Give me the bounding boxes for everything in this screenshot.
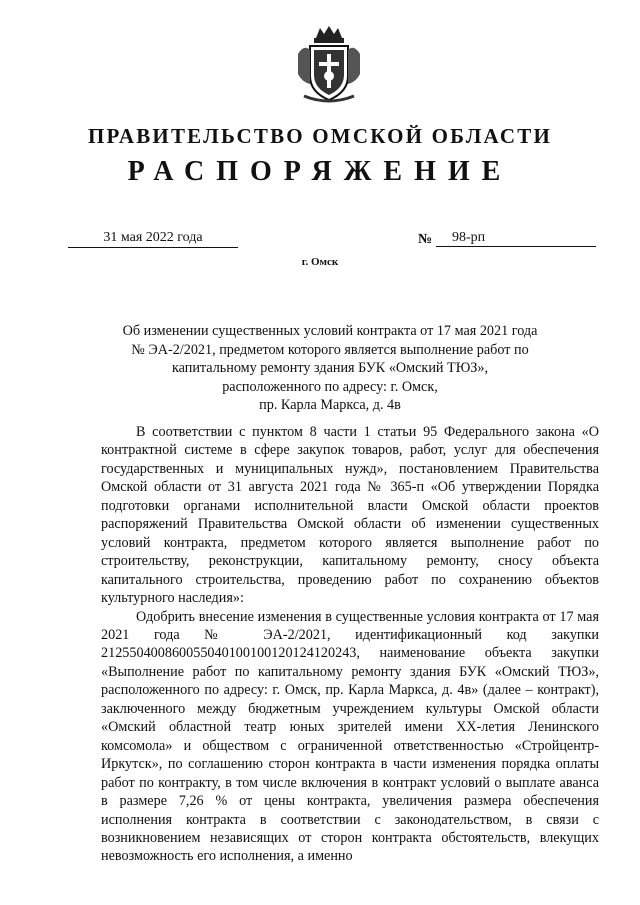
document-number: 98-рп [436,229,596,247]
coat-of-arms-emblem [294,24,364,106]
document-city: г. Омск [301,256,339,268]
body-paragraph: В соответствии с пунктом 8 части 1 статьи 95 Федерального закона «О контрактной системе в сфере закупок товаров, работ, услуг для обеспечения государственных и муниципальных нужд», постановлением Правительства Омской области от 31 августа 2021 года № 365-п «Об утверждении Порядка подготовки органами исполнительной власти Омской области проектов распоряжений Правительства Омской области об изменении существенных условий контракта, предметом которого является выполнение работ по строительству, реконструкции, капитальному ремонту, сносу объекта капитального строительства, проведению работ по сохранению объектов культурного наследия»: [101,424,599,607]
document-subject [110,322,550,415]
document-body [101,423,599,866]
subject-line: пр. Карла Маркса, д. 4в [259,397,401,414]
subject-line: Об изменении существенных условий контракта от 17 мая 2021 года [122,323,538,339]
organization-title: ПРАВИТЕЛЬСТВО ОМСКОЙ ОБЛАСТИ [87,124,552,148]
subject-line: капитальному ремонту здания БУК «Омский ТЮЗ», [171,360,489,377]
body-paragraph: Одобрить внесение изменения в существенные условия контракта от 17 мая 2021 года № ЭА-2/2021, идентификационный код закупки 212550400860055040100100120124120243, наименование объекта закупки «Выполнение работ по капитальному ремонту здания БУК «Омский ТЮЗ», расположенного по адресу: г. Омск, пр. Карла Маркса, д. 4в» (далее – контракт), заключенного между бюджетным учреждением культуры Омской области «Омский областной театр юных зрителей имени XX-летия Ленинского комсомола» и обществом с ограниченной ответственностью «Стройцентр-Иркутск», по соглашению сторон контракта в части изменения порядка оплаты работ по контракту, в том числе включения в контракт условий о выплате аванса в размере 7,26 % от цены контракта, увеличения размера обеспечения исполнения контракта в соответствии с законодательством, в связи с возникновением независящих от сторон контракта обстоятельств, влекущих невозможность его исполнения, а именно [101,608,599,865]
number-sign: № [418,232,433,247]
subject-line: расположенного по адресу: г. Омск, [222,378,438,395]
subject-line: № ЭА-2/2021, предметом которого является выполнение работ по [131,341,529,358]
document-date: 31 мая 2022 года [68,229,238,248]
document-type-title: РАСПОРЯЖЕНИЕ [127,156,513,187]
